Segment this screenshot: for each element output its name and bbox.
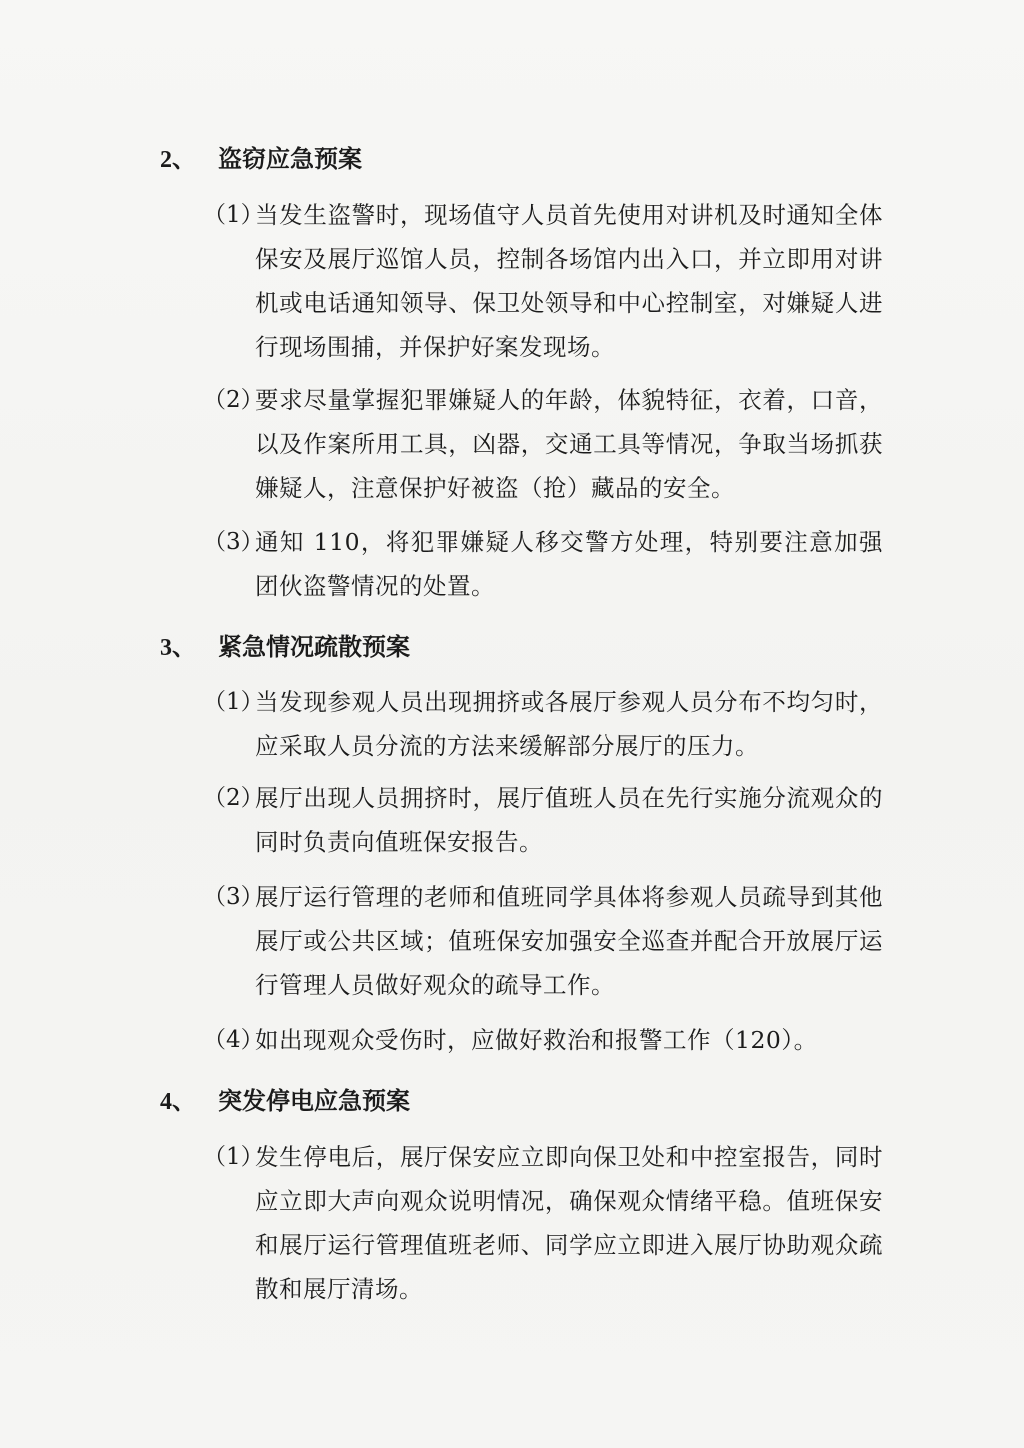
item-text: 当发现参观人员出现拥挤或各展厅参观人员分布不均匀时，应采取人员分流的方法来缓解部分展厅的压力。 bbox=[255, 688, 883, 760]
item-label: （2） bbox=[203, 785, 264, 811]
section-4-item-1 bbox=[203, 1135, 883, 1311]
section-3-item-4 bbox=[203, 1018, 883, 1062]
item-label: （1） bbox=[203, 202, 264, 228]
section-title: 紧急情况疏散预案 bbox=[218, 631, 410, 661]
section-3-item-2 bbox=[203, 776, 883, 864]
item-label: （2） bbox=[203, 387, 264, 413]
item-text: 如出现观众受伤时，应做好救治和报警工作（120）。 bbox=[255, 1026, 818, 1054]
section-2-item-3 bbox=[203, 520, 883, 608]
item-text: 当发生盗警时，现场值守人员首先使用对讲机及时通知全体保安及展厅巡馆人员，控制各场馆内出入口，并立即用对讲机或电话通知领导、保卫处领导和中心控制室，对嫌疑人进行现场围捕，并保护好案发现场。 bbox=[255, 201, 883, 361]
section-3-item-3 bbox=[203, 875, 883, 1007]
item-label: （4） bbox=[203, 1027, 264, 1053]
section-title: 突发停电应急预案 bbox=[218, 1085, 410, 1115]
section-2-item-1 bbox=[203, 193, 883, 369]
section-3-item-1 bbox=[203, 680, 883, 768]
section-number: 4、 bbox=[160, 1088, 196, 1115]
item-label: （1） bbox=[203, 1144, 264, 1170]
item-text: 通知 110，将犯罪嫌疑人移交警方处理，特别要注意加强团伙盗警情况的处置。 bbox=[255, 528, 883, 600]
section-heading-3 bbox=[160, 624, 410, 664]
section-heading-2 bbox=[160, 136, 362, 176]
section-title: 盗窃应急预案 bbox=[218, 143, 362, 173]
section-number: 3、 bbox=[160, 634, 196, 661]
item-text: 展厅出现人员拥挤时，展厅值班人员在先行实施分流观众的同时负责向值班保安报告。 bbox=[255, 784, 883, 856]
item-label: （3） bbox=[203, 884, 264, 910]
item-text: 发生停电后，展厅保安应立即向保卫处和中控室报告，同时应立即大声向观众说明情况，确保观众情绪平稳。值班保安和展厅运行管理值班老师、同学应立即进入展厅协助观众疏散和展厅清场。 bbox=[255, 1143, 883, 1303]
section-number: 2、 bbox=[160, 146, 196, 173]
item-label: （3） bbox=[203, 529, 264, 555]
item-text: 要求尽量掌握犯罪嫌疑人的年龄，体貌特征，衣着，口音，以及作案所用工具，凶器，交通工具等情况，争取当场抓获嫌疑人，注意保护好被盗（抢）藏品的安全。 bbox=[255, 386, 883, 502]
item-text: 展厅运行管理的老师和值班同学具体将参观人员疏导到其他展厅或公共区域；值班保安加强安全巡查并配合开放展厅运行管理人员做好观众的疏导工作。 bbox=[255, 883, 883, 999]
section-2-item-2 bbox=[203, 378, 883, 510]
item-label: （1） bbox=[203, 689, 264, 715]
section-heading-4 bbox=[160, 1078, 410, 1118]
